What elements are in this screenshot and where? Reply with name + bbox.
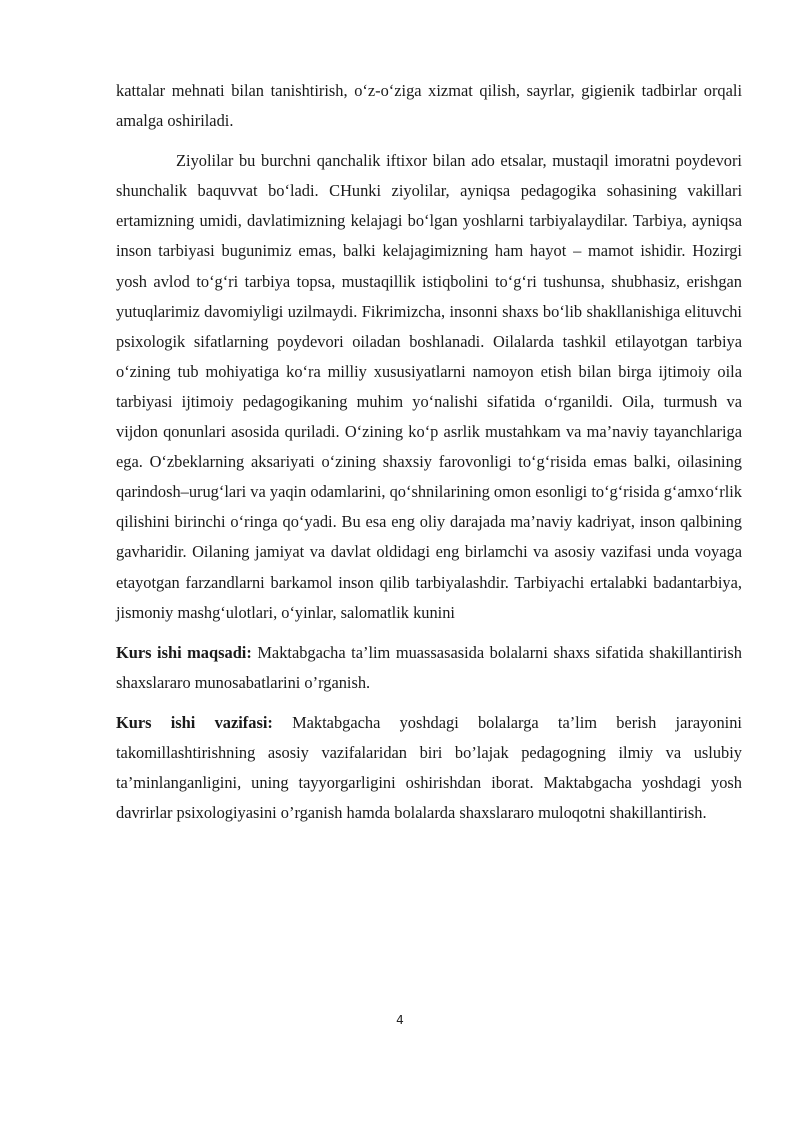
purpose-label: Kurs ishi maqsadi: [116, 642, 252, 662]
purpose-text: Maktabgacha ta’lim muassasasida bolalarni shaxs sifatida shakillantirish shaxslararo munosabatlarini o’rganish. [116, 642, 742, 692]
tasks-label: Kurs ishi vazifasi: [116, 712, 273, 732]
tasks-text: Maktabgacha yoshdagi bolalarga ta’lim berish jarayonini takomillashtirishning asosiy vazifalaridan biri bo’lajak pedagogning ilmiy va uslubiy ta’minlanganligini, uning tayyorgarligini oshirishdan iborat. Maktabgacha yoshdagi yosh davrirlar psixologiyasini o’rganish hamda bolalarda shaxslararo muloqotni shakillantirish. [116, 712, 742, 823]
document-page [116, 76, 742, 828]
paragraph-main: Ziyolilar bu burchni qanchalik iftixor bilan ado etsalar, mustaqil imoratni poydevori shunchalik baquvvat bo‘ladi. CHunki ziyolilar, ayniqsa pedagogika sohasining vakillari ertamizning umidi, davlatimizning kelajagi bo‘lgan yoshlarni tarbiyalaydilar. Tarbiya, ayniqsa inson tarbiyasi bugunimiz emas, balki kelajagimizning ham hayot – mamot ishidir. Hozirgi yosh avlod to‘g‘ri tarbiya topsa, mustaqillik istiqbolini to‘g‘ri tushunsa, shubhasiz, erishgan yutuqlarimiz davomiyligi uzilmaydi. Fikrimizcha, insonni shaxs bo‘lib shakllanishiga elituvchi psixologik sifatlarning poydevori oiladan boshlanadi. Oilalarda tashkil etilayotgan tarbiya o‘zining tub mohiyatiga ko‘ra milliy xususiyatlarni namoyon etish bilan birga ijtimoiy oila tarbiyasi ijtimoiy pedagogikaning muhim yo‘nalishi sifatida o‘rganildi. Oila, turmush va vijdon qonunlari asosida quriladi. O‘zining ko‘p asrlik mustahkam va ma’naviy tayanchlariga ega. O‘zbeklarning aksariyati o‘zining shaxsiy farovonligi to‘g‘risida emas balki, oilasining qarindosh–urug‘lari va yaqin odamlarini, qo‘shnilarining omon esonligi to‘g‘risida g‘amxo‘rlik qilishini birinchi o‘ringa qo‘yadi. Bu esa eng oliy darajada ma’naviy kadriyat, inson qalbining gavharidir. Oilaning jamiyat va davlat oldidagi eng birlamchi va asosiy vazifasi unda voyaga etayotgan farzandlarni barkamol inson qilib tarbiyalashdir. Tarbiyachi ertalabki badantarbiya, jismoniy mashg‘ulotlari, o‘yinlar, salomatlik kunini [116, 151, 742, 622]
page-number: 4 [396, 1013, 404, 1027]
paragraph-intro-continuation: kattalar mehnati bilan tanishtirish, o‘z-o‘ziga xizmat qilish, sayrlar, gigienik tadbirlar orqali amalga oshiriladi. [116, 81, 742, 131]
paragraph-tasks [116, 708, 742, 828]
paragraph-purpose [116, 638, 742, 698]
